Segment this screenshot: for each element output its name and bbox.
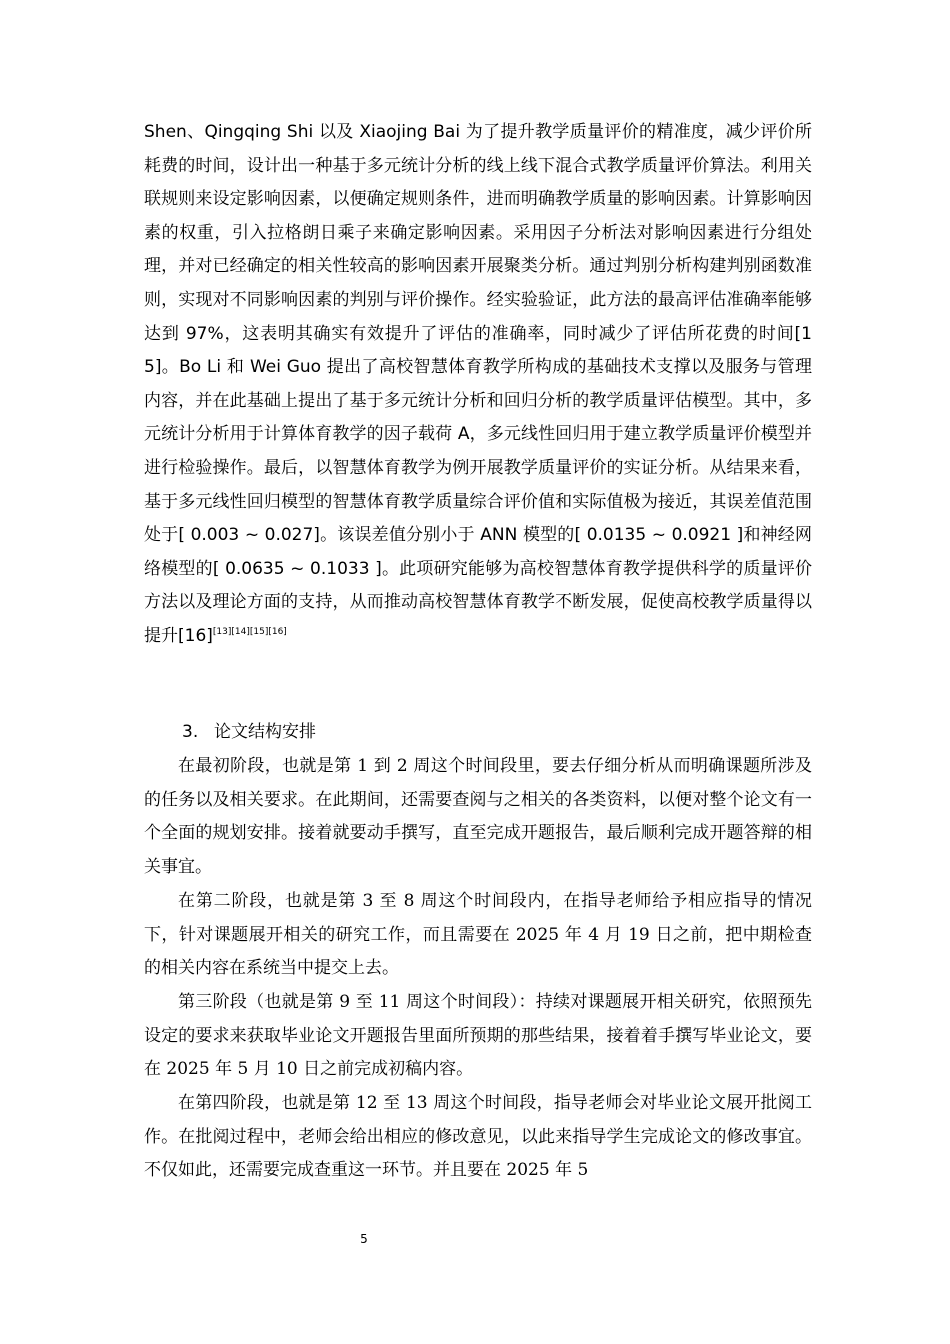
- paragraph-text: Shen、Qingqing Shi 以及 Xiaojing Bai 为了提升教学质量评价的精准度，减少评价所耗费的时间，设计出一种基于多元统计分析的线上线下混合式教学质量评价算法。利用关联规则来设定影响因素，以便确定规则条件，进而明确教学质量的影响因素。计算影响因素的权重，引入拉格朗日乘子来确定影响因素。采用因子分析法对影响因素进行分组处理，并对已经确定的相关性较高的影响因素开展聚类分析。通过判别分析构建判别函数准则，实现对不同影响因素的判别与评价操作。经实验验证，此方法的最高评估准确率能够达到 97%，这表明其确实有效提升了评估的准确率，同时减少了评估所花费的时间[15]。Bo Li 和 Wei Guo 提出了高校智慧体育教学所构成的基础技术支撑以及服务与管理内容，并在此基础上提出了基于多元统计分析和回归分析的教学质量评估模型。其中，多元统计分析用于计算体育教学的因子载荷 A，多元线性回归用于建立教学质量评价模型并进行检验操作。最后，以智慧体育教学为例开展教学质量评价的实证分析。从结果来看，基于多元线性回归模型的智慧体育教学质量综合评价值和实际值极为接近，其误差值范围处于[ 0.003 ~ 0.027]。该误差值分别小于 ANN 模型的[ 0.0135 ~ 0.0921 ]和神经网络模型的[ 0.0635 ~ 0.1033 ]。此项研究能够为高校智慧体育教学提供科学的质量评价方法以及理论方面的支持，从而推动高校智慧体育教学不断发展，促使高校教学质量得以提升[16]: [144, 122, 812, 646]
- stage-three-paragraph: 第三阶段（也就是第 9 至 11 周这个时间段）：持续对课题展开相关研究，依照预先设定的要求来获取毕业论文开题报告里面所预期的那些结果，接着着手撰写毕业论文，要在 2025 年 5 月 10 日之前完成初稿内容。: [144, 992, 812, 1080]
- stage-two-paragraph: 在第二阶段，也就是第 3 至 8 周这个时间段内，在指导老师给予相应指导的情况下，针对课题展开相关的研究工作，而且需要在 2025 年 4 月 19 日之前，把中期检查的相关内容在系统当中提交上去。: [144, 891, 812, 979]
- stage-four-paragraph: 在第四阶段，也就是第 12 至 13 周这个时间段，指导老师会对毕业论文展开批阅工作。在批阅过程中，老师会给出相应的修改意见，以此来指导学生完成论文的修改事宜。不仅如此，还需要完成查重这一环节。并且要在 2025 年 5: [144, 1093, 812, 1181]
- page-number: 5: [360, 1232, 368, 1246]
- literature-review-paragraph: [144, 116, 812, 654]
- stage-one-paragraph: 在最初阶段，也就是第 1 到 2 周这个时间段里，要去仔细分析从而明确课题所涉及的任务以及相关要求。在此期间，还需要查阅与之相关的各类资料，以便对整个论文有一个全面的规划安排。接着就要动手撰写，直至完成开题报告，最后顺利完成开题答辩的相关事宜。: [144, 756, 812, 877]
- section-heading: [182, 716, 316, 750]
- section-number: 3.: [182, 722, 199, 742]
- citation-superscript: [13][14][15][16]: [212, 626, 287, 637]
- section-title: 论文结构安排: [214, 722, 316, 742]
